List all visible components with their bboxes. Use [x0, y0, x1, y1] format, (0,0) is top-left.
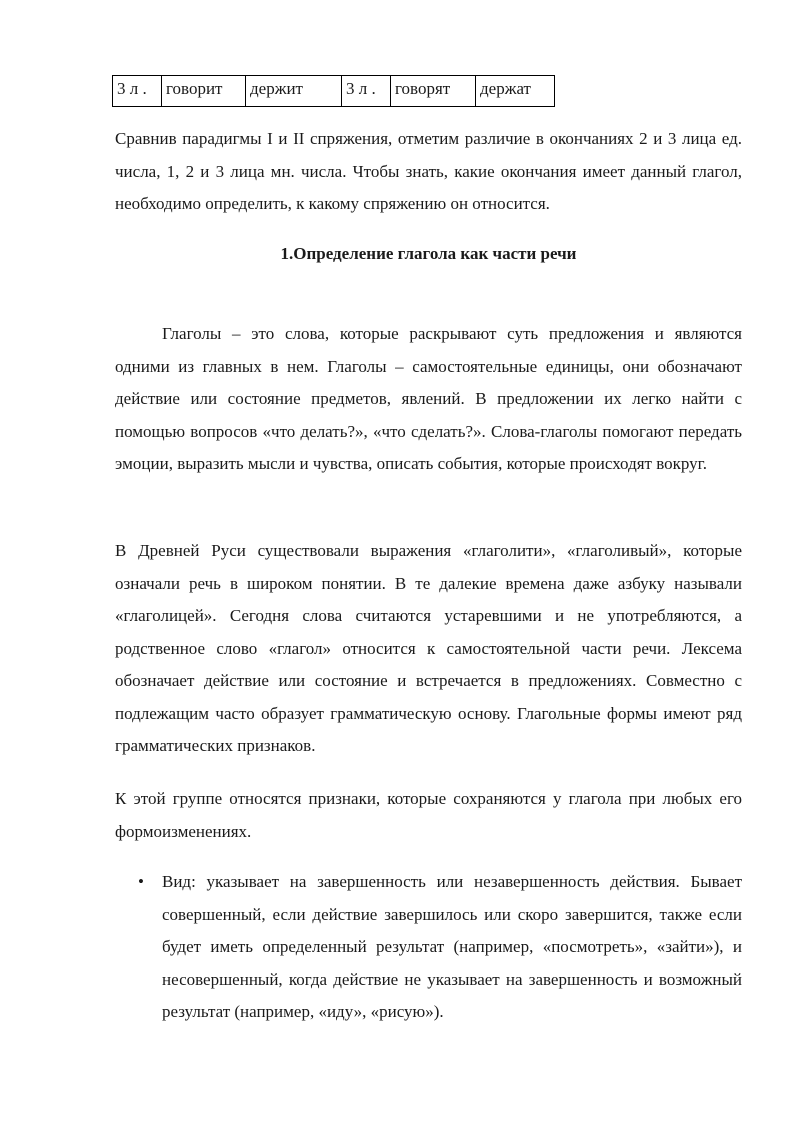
feature-list: [115, 866, 742, 1029]
paragraph-verb-definition: Глаголы – это слова, которые раскрывают суть предложения и являются одними из главных в нем. Глаголы – самостоятельные единицы, они обозначают действие или состояние предметов, явлений. В предложении их легко найти с помощью вопросов «что делать?», «что сделать?». Слова-глаголы помогают передать эмоции, выразить мысли и чувства, описать события, которые происходят вокруг.: [115, 324, 742, 473]
table-row: [113, 76, 555, 107]
table-cell: 3 л .: [342, 76, 391, 107]
bullet-icon: •: [138, 872, 144, 891]
list-item-text: Вид: указывает на завершенность или незавершенность действия. Бывает совершенный, если действие завершилось или скоро завершится, также если будет иметь определенный результат (например, «посмотреть», «зайти»), и несовершенный, когда действие не указывает на завершенность и возможный результат (например, «иду», «рисую»).: [162, 872, 742, 1021]
table-cell: держат: [476, 76, 555, 107]
table-cell: говорит: [162, 76, 246, 107]
table-cell: 3 л .: [113, 76, 162, 107]
list-item: [115, 866, 742, 1029]
paragraph-paradigm-comparison: Сравнив парадигмы I и II спряжения, отметим различие в окончаниях 2 и 3 лица ед. числа, 1, 2 и 3 лица мн. числа. Чтобы знать, какие окончания имеет данный глагол, необходимо определить, к какому спряжению он относится.: [115, 129, 742, 213]
table-cell: держит: [246, 76, 342, 107]
table-cell: говорят: [391, 76, 476, 107]
paragraph-constant-features: К этой группе относятся признаки, которые сохраняются у глагола при любых его формоизменениях.: [115, 789, 742, 841]
paragraph-ancient-rus: В Древней Руси существовали выражения «глаголити», «глаголивый», которые означали речь в широком понятии. В те далекие времена даже азбуку называли «глаголицей». Сегодня слова считаются устаревшими и не употребляются, а родственное слово «глагол» относится к самостоятельной части речи. Лексема обозначает действие или состояние и встречается в предложениях. Совместно с подлежащим часто образует грамматическую основу. Глагольные формы имеют ряд грамматических признаков.: [115, 541, 742, 755]
conjugation-table: [112, 75, 555, 107]
section-heading: 1.Определение глагола как части речи: [280, 244, 577, 263]
